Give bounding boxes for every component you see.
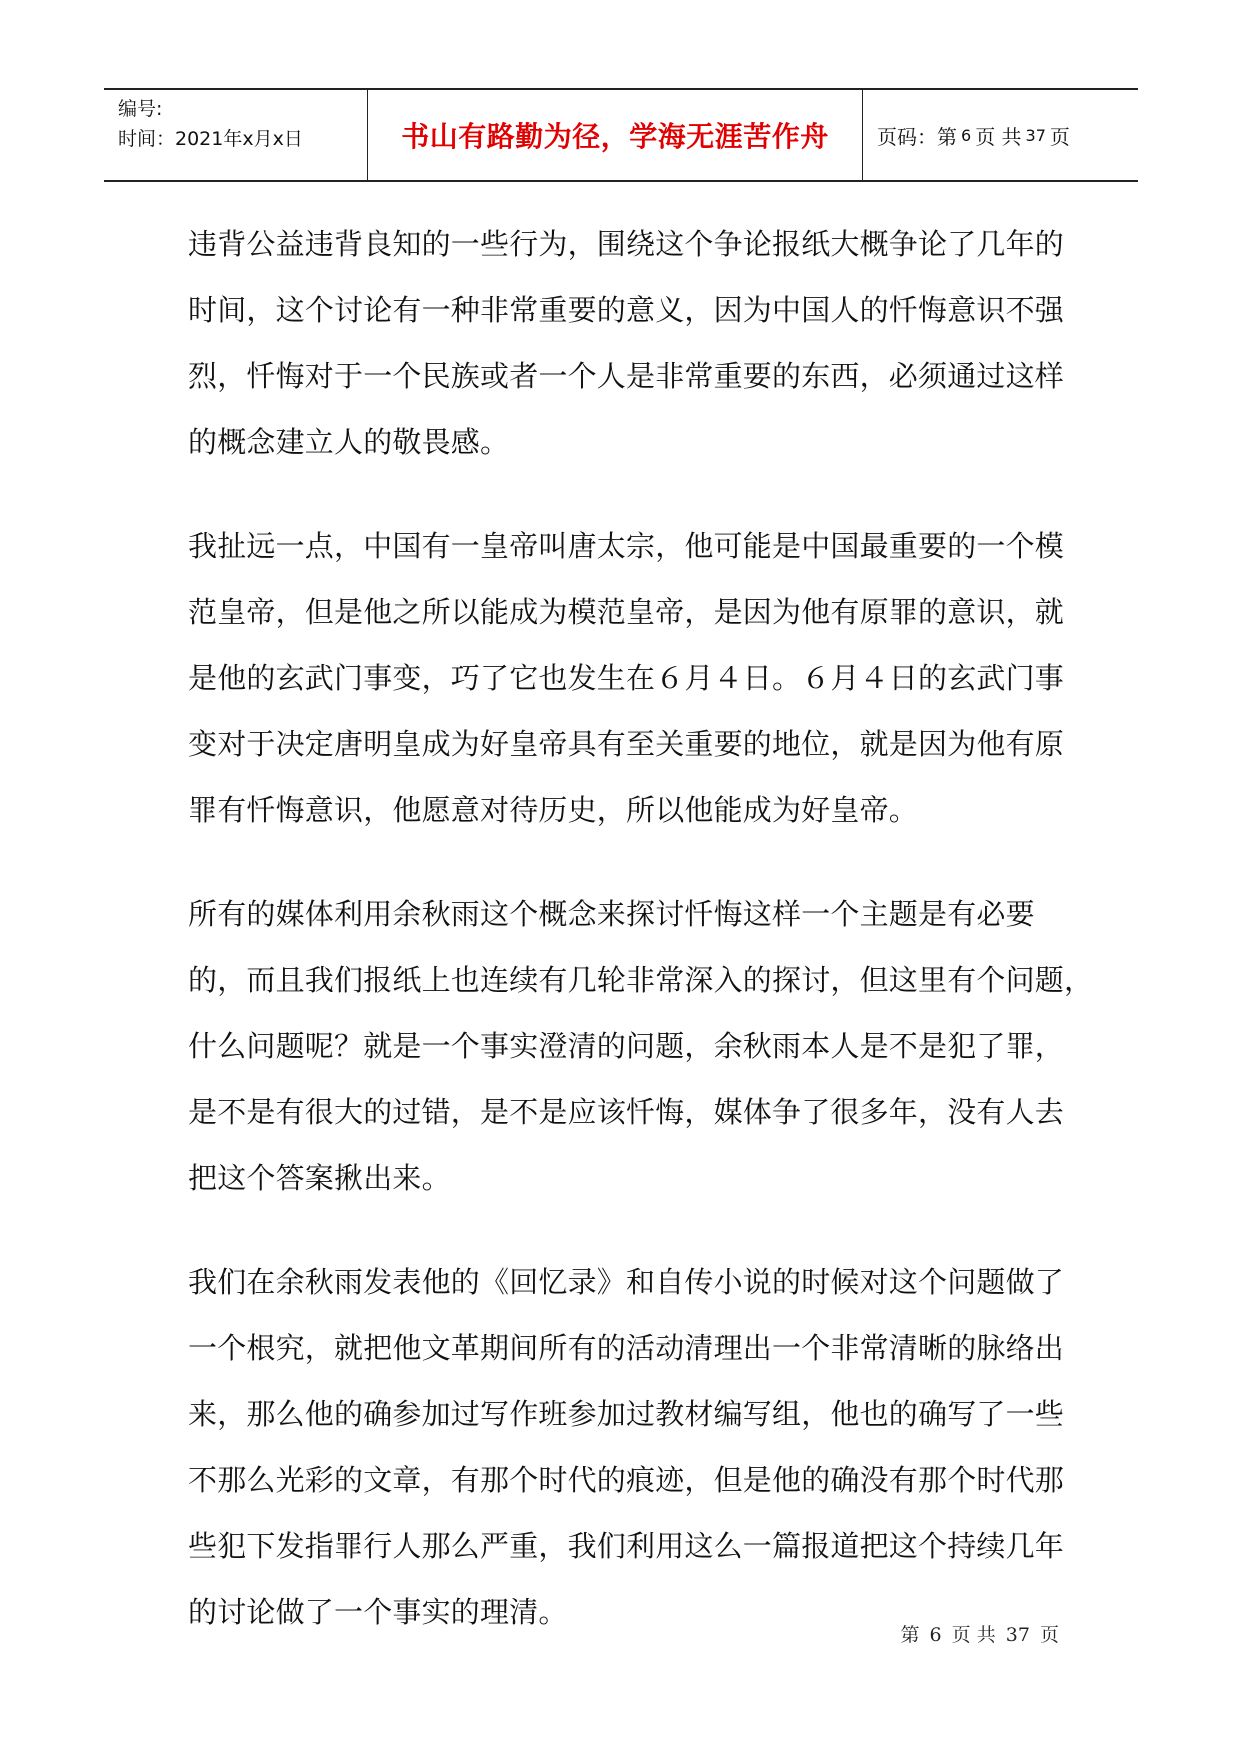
time-label: 时间：2021年x月x日 bbox=[118, 128, 303, 150]
paragraph-2 bbox=[188, 520, 1068, 850]
text-line: 把这个答案揪出来。 bbox=[188, 1161, 451, 1195]
paragraph-4 bbox=[188, 1256, 1068, 1652]
page-mid: 页 共 bbox=[975, 124, 1022, 149]
text-line: 时间，这个讨论有一种非常重要的意义，因为中国人的忏悔意识不强 bbox=[188, 293, 1065, 327]
footer-total: 37 bbox=[1005, 1624, 1030, 1646]
text-line: 烈，忏悔对于一个民族或者一个人是非常重要的东西，必须通过这样 bbox=[188, 359, 1065, 393]
text-line: 我扯远一点，中国有一皇帝叫唐太宗，他可能是中国最重要的一个模 bbox=[188, 529, 1065, 563]
text-line: 的讨论做了一个事实的理清。 bbox=[188, 1595, 568, 1629]
text-line: 的，而且我们报纸上也连续有几轮非常深入的探讨，但这里有个问题， bbox=[188, 963, 1094, 997]
page-current: 6 bbox=[961, 125, 972, 145]
header-page-info bbox=[863, 90, 1138, 180]
footer-suffix: 页 bbox=[1039, 1624, 1059, 1646]
text-line: 什么问题呢？就是一个事实澄清的问题，余秋雨本人是不是犯了罪， bbox=[188, 1029, 1065, 1063]
text-line: 一个根究，就把他文革期间所有的活动清理出一个非常清晰的脉络出 bbox=[188, 1331, 1065, 1365]
text-line: 些犯下发指罪行人那么严重，我们利用这么一篇报道把这个持续几年 bbox=[188, 1529, 1065, 1563]
text-line: 罪有忏悔意识，他愿意对待历史，所以他能成为好皇帝。 bbox=[188, 793, 919, 827]
footer-current: 6 bbox=[929, 1624, 942, 1646]
text-line: 所有的媒体利用余秋雨这个概念来探讨忏悔这样一个主题是有必要 bbox=[188, 897, 1035, 931]
document-body bbox=[188, 218, 1094, 1690]
text-line: 范皇帝，但是他之所以能成为模范皇帝，是因为他有原罪的意识，就 bbox=[188, 595, 1065, 629]
text-line: 变对于决定唐明皇成为好皇帝具有至关重要的地位，就是因为他有原 bbox=[188, 727, 1065, 761]
footer-mid: 页 共 bbox=[951, 1624, 996, 1646]
text-line: 我们在余秋雨发表他的《回忆录》和自传小说的时候对这个问题做了 bbox=[188, 1265, 1065, 1299]
page-total: 37 bbox=[1025, 125, 1046, 145]
page-prefix: 页码：第 bbox=[877, 124, 957, 149]
text-line: 违背公益违背良知的一些行为，围绕这个争论报纸大概争论了几年的 bbox=[188, 227, 1065, 261]
header-meta bbox=[104, 90, 368, 180]
text-line: 是不是有很大的过错，是不是应该忏悔，媒体争了很多年，没有人去 bbox=[188, 1095, 1065, 1129]
text-line: 是他的玄武门事变，巧了它也发生在６月４日。６月４日的玄武门事 bbox=[188, 661, 1065, 695]
page-header bbox=[104, 88, 1138, 182]
footer-prefix: 第 bbox=[900, 1624, 920, 1646]
paragraph-1 bbox=[188, 218, 1068, 482]
page-footer bbox=[898, 1620, 1061, 1647]
text-line: 的概念建立人的敬畏感。 bbox=[188, 425, 510, 459]
page-suffix: 页 bbox=[1049, 124, 1070, 149]
text-line: 来，那么他的确参加过写作班参加过教材编写组，他也的确写了一些 bbox=[188, 1397, 1065, 1431]
number-label: 编号: bbox=[118, 98, 163, 120]
text-line: 不那么光彩的文章，有那个时代的痕迹，但是他的确没有那个时代那 bbox=[188, 1463, 1065, 1497]
motto-text: 书山有路勤为径，学海无涯苦作舟 bbox=[401, 120, 829, 153]
header-motto-cell bbox=[368, 90, 863, 180]
paragraph-3 bbox=[188, 888, 1094, 1218]
